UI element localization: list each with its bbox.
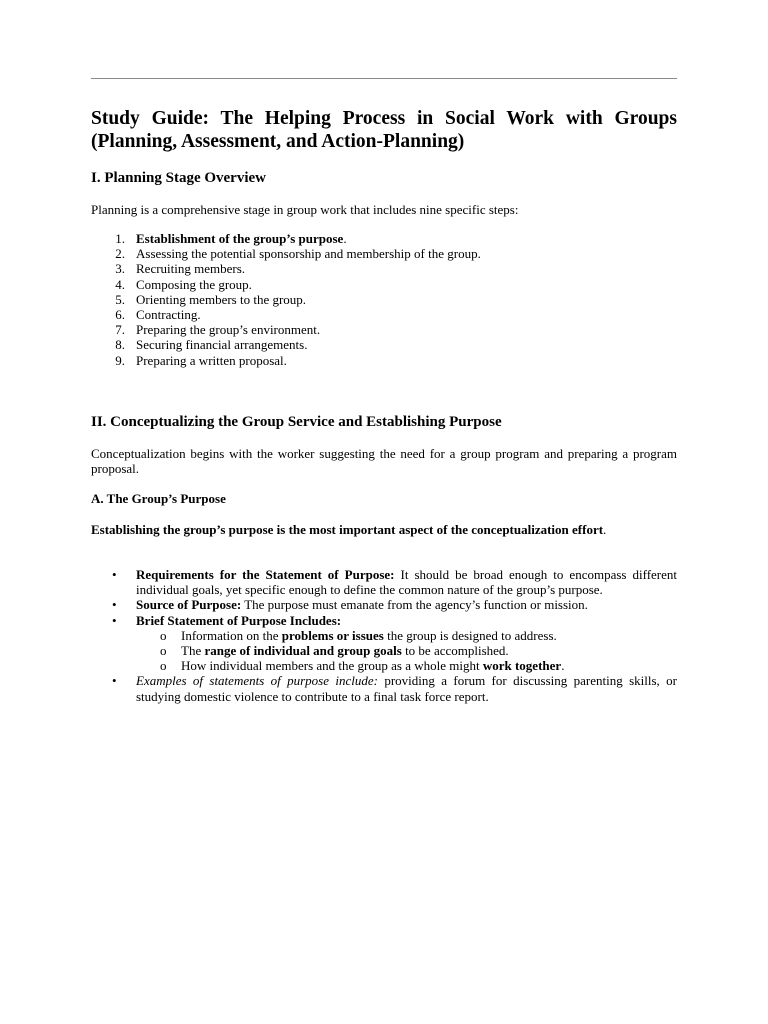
planning-steps-list [91,231,677,368]
list-item: 1. Establishment of the group’s purpose. [115,231,347,246]
list-item: 3. Recruiting members. [115,261,246,277]
section-2-intro: Conceptualization begins with the worker suggesting the need for a group program and preparing a program proposal. [91,446,677,477]
list-item: 8. Securing financial arrangements. [115,337,308,353]
list-item: 4. Composing the group. [115,276,252,292]
list-item: 6. Contracting. [115,307,201,323]
bullet-icon: • [112,673,117,689]
purpose-statement: Establishing the group’s purpose is the most important aspect of the conceptualization effort. [91,522,607,537]
list-item: • Source of Purpose: The purpose must emanate from the agency’s function or mission. [112,597,588,613]
section-1-heading: I. Planning Stage Overview [91,170,266,186]
section-1-intro: Planning is a comprehensive stage in group work that includes nine specific steps: [91,202,519,217]
list-item: 7. Preparing the group’s environment. [115,322,321,338]
bullet-icon: • [112,612,117,628]
circle-bullet-icon: o [160,658,167,674]
document-title: Study Guide: The Helping Process in Social Work with Groups (Planning, Assessment, and Action-Planning) [91,108,677,152]
purpose-components-list [136,628,677,674]
subsection-a-heading: A. The Group’s Purpose [91,491,226,506]
list-item: o How individual members and the group as a whole might work together. [160,658,565,674]
purpose-bullet-list [91,567,677,704]
list-item: • Brief Statement of Purpose Includes: o Information on the problems or issues the group is designed to address. o The range of individual and group goals to be accomplished. o How individual members and the group as a whole might work together. [91,613,677,674]
circle-bullet-icon: o [160,643,167,659]
section-2-heading: II. Conceptualizing the Group Service and Establishing Purpose [91,414,502,430]
list-item: o Information on the problems or issues the group is designed to address. [160,627,557,643]
circle-bullet-icon: o [160,627,167,643]
list-item: 9. Preparing a written proposal. [115,352,287,368]
list-item: • Examples of statements of purpose include: providing a forum for discussing parenting skills, or studying domestic violence to contribute to a final task force report. [112,673,677,704]
list-item: o The range of individual and group goals to be accomplished. [160,643,509,659]
list-item: • Requirements for the Statement of Purpose: It should be broad enough to encompass different individual goals, yet specific enough to define the common nature of the group’s purpose. [112,567,677,598]
bullet-icon: • [112,567,117,582]
header-rule [91,78,677,79]
list-item: 5. Orienting members to the group. [115,291,307,307]
bullet-icon: • [112,597,117,613]
list-item: 2. Assessing the potential sponsorship and membership of the group. [115,246,481,262]
